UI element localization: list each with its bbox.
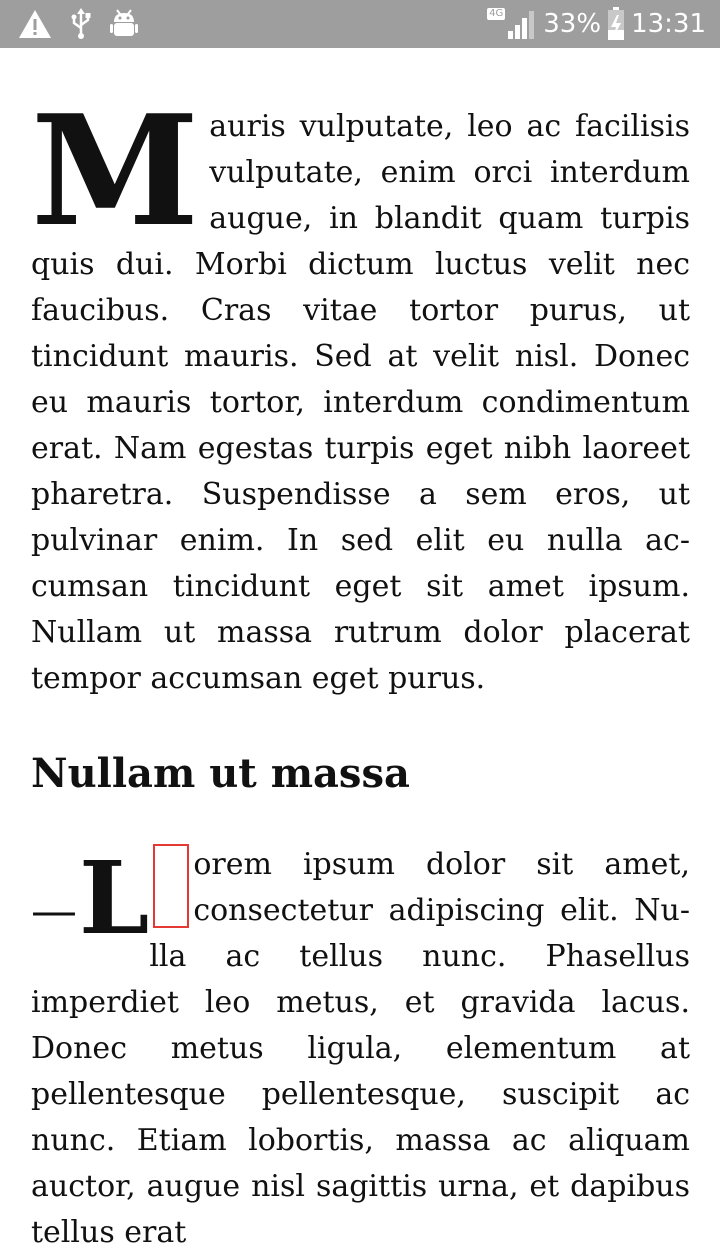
- status-bar-left: [18, 6, 138, 42]
- warning-icon: [18, 9, 52, 39]
- em-dash: —: [31, 883, 77, 937]
- text-cursor-highlight[interactable]: [153, 844, 189, 928]
- network-type-label: 4G: [489, 8, 504, 19]
- battery-percent: 33%: [543, 9, 602, 39]
- paragraph-text: orem ipsum dolor sit amet, consectetur adipiscing elit. Nulla ac tellus nunc. Phasellus imperdiet leo metus, et gravida lacus. Donec metus ligula, elementum at pellentesque pellentesque, suscipit ac nunc. Etiam lobortis, massa ac aliquam auctor, augue nisl sagittis urna, et dapibus tellus erat: [31, 847, 690, 1250]
- status-bar: [0, 0, 720, 48]
- clock: 13:31: [631, 9, 706, 39]
- article-paragraph: [31, 81, 690, 702]
- usb-icon: [70, 8, 92, 40]
- drop-cap-group: [31, 839, 150, 957]
- android-debug-icon: [110, 9, 138, 39]
- article-content: [31, 48, 690, 1256]
- signal-strength-icon: [507, 9, 537, 39]
- status-bar-right: [487, 4, 706, 44]
- section-heading: Nullam ut massa: [31, 750, 410, 797]
- drop-cap: M: [31, 81, 196, 260]
- battery-charging-icon: [607, 7, 625, 41]
- paragraph-text: auris vulputate, leo ac facilisis vulputate, enim orci interdum augue, in blandit quam turpis quis dui. Morbi dictum luctus velit nec faucibus. Cras vitae tortor purus, ut tincidunt mauris. Sed at velit nisl. Donec eu mauris tortor, interdum condimentum erat. Nam egestas turpis eget nibh laoreet pharetra. Suspendisse a sem eros, ut pulvinar enim. In sed elit eu nulla accumsan tincidunt eget sit amet ipsum. Nullam ut massa rutrum dolor placerat tempor accumsan eget purus.: [31, 109, 690, 696]
- drop-cap: L: [79, 839, 150, 957]
- article-paragraph: [31, 839, 690, 1256]
